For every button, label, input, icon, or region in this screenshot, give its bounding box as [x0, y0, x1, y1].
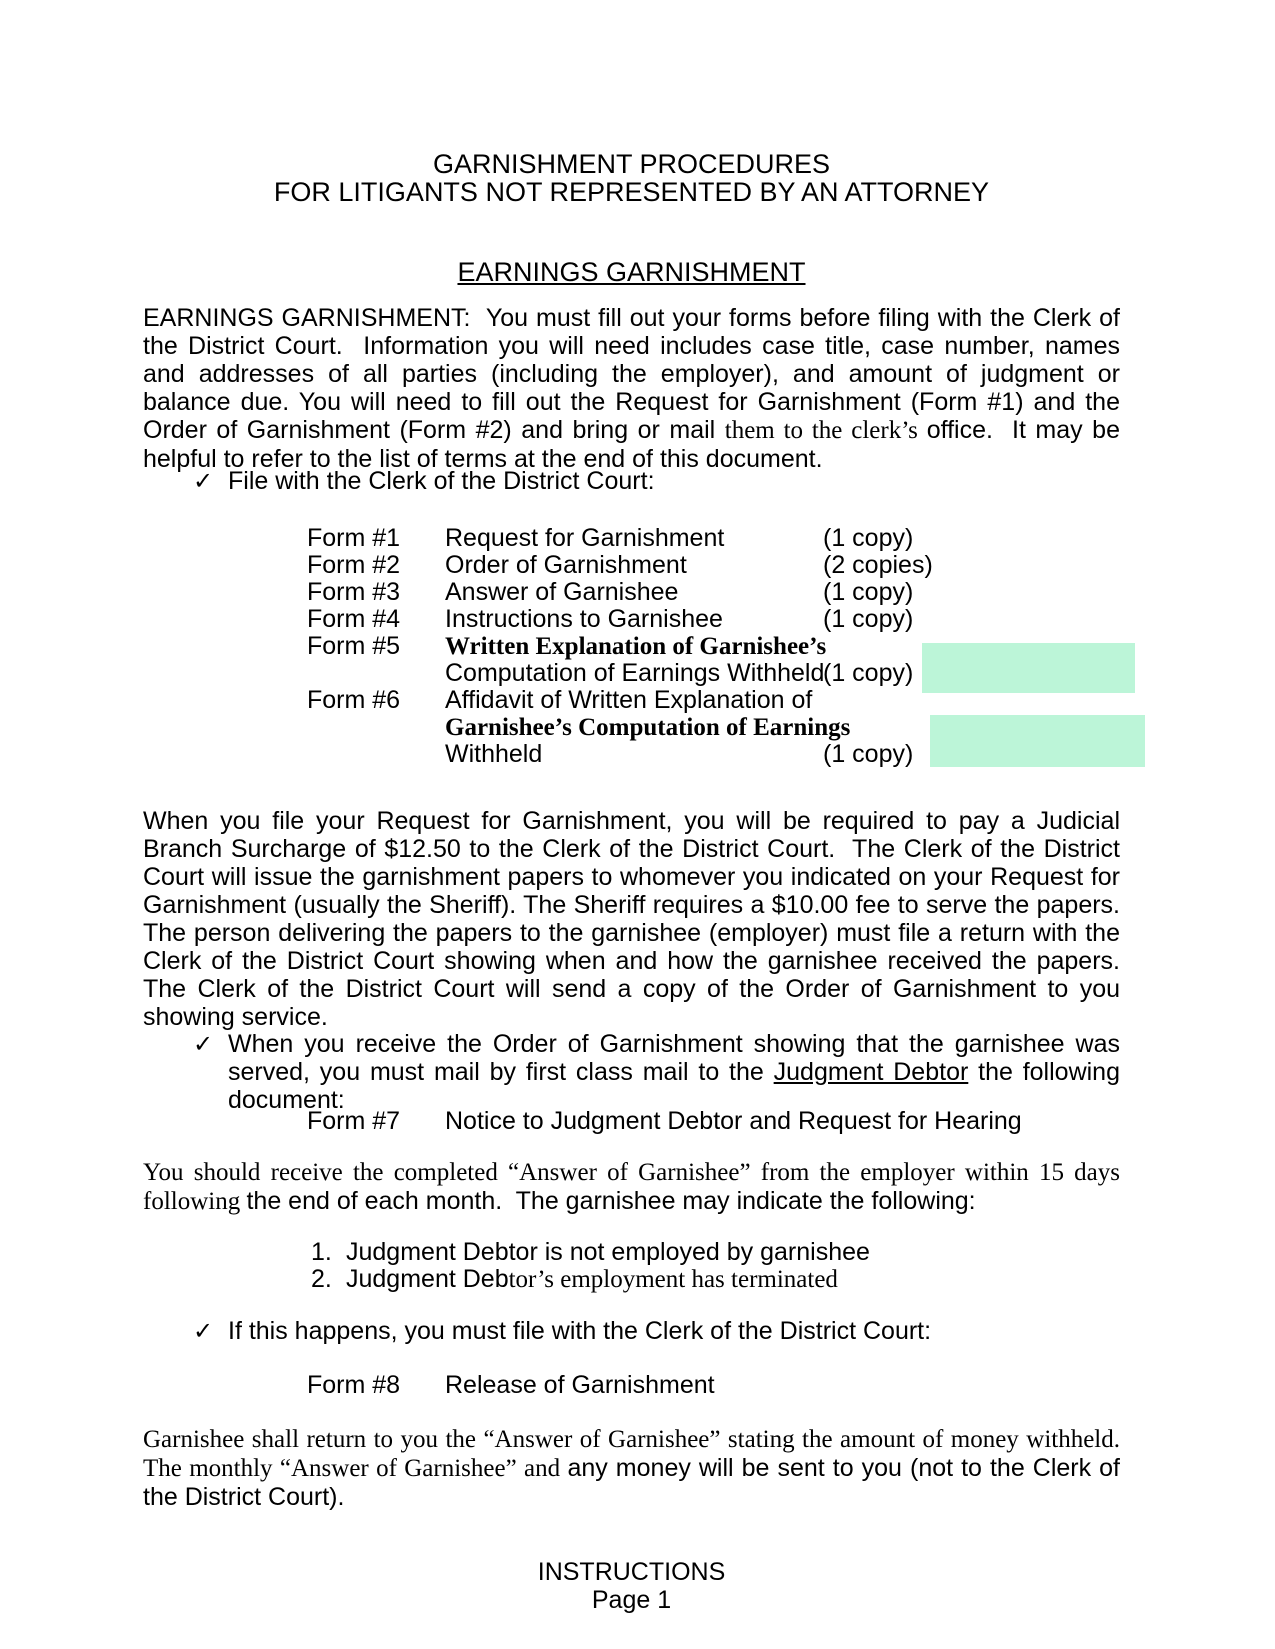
form-number: Form #3 [307, 578, 401, 606]
list-text-serif: tor’s employment has terminated [508, 1266, 838, 1293]
form8-row [307, 1372, 715, 1399]
form-description: Order of Garnishment [445, 551, 687, 579]
section-heading: EARNINGS GARNISHMENT [457, 257, 806, 287]
form-number [307, 714, 445, 741]
list-text-sans: Judgment Debtor is not employed by garnishee [346, 1238, 870, 1266]
form-copies: (1 copy) [823, 605, 914, 633]
release-bullet [143, 1317, 1120, 1345]
file-bullet [143, 467, 1120, 495]
form-description: Garnishee’s Computation of Earnings [445, 714, 851, 741]
list-item [311, 1239, 1120, 1266]
form-description: Withheld [445, 740, 543, 768]
form-description: Computation of Earnings Withheld [445, 659, 825, 687]
form-copies: (1 copy) [823, 659, 914, 687]
checkmark-icon: ✓ [193, 1317, 214, 1345]
form-description: Written Explanation of Garnishee’s [445, 633, 827, 660]
fee-paragraph: When you file your Request for Garnishment, you will be required to pay a Judicial Branch Surcharge of $12.50 to the Clerk of the District Court. The Clerk of the District Court will issue the garnishment papers to whomever you indicated on your Request for Garnishment (usually the Sheriff). The Sheriff requires a $10.00 fee to serve the papers. The person delivering the papers to the garnishee (employer) must file a return with the Clerk of the District Court showing when and how the garnishee received the papers. The Clerk of the District Court will send a copy of the Order of Garnishment to you showing service. [143, 807, 1134, 1031]
answer-serif-segment: You should receive the completed “Answer of Garnishee” from the employer within 15 days following [143, 1159, 1127, 1215]
footer-title: INSTRUCTIONS [537, 1558, 726, 1586]
table-row [307, 606, 983, 633]
list-item [311, 1266, 1120, 1293]
forms-table [307, 525, 983, 768]
document-title [143, 150, 1120, 206]
table-row [307, 552, 983, 579]
form-description: Instructions to Garnishee [445, 605, 723, 633]
indications-list [143, 1239, 1120, 1293]
serve-text-after: the following document: [228, 1058, 1127, 1114]
form-copies [823, 633, 983, 660]
form-description: Release of Garnishment [445, 1371, 715, 1399]
checkmark-icon: ✓ [193, 1030, 214, 1058]
table-row [307, 579, 983, 606]
intro-paragraph [143, 304, 1127, 473]
serve-text-before: When you receive the Order of Garnishment showing that the garnishee was served, you must mail by first class mail to the [228, 1030, 1127, 1086]
closing-paragraph [143, 1425, 1133, 1511]
form-number: Form #4 [307, 605, 401, 633]
serve-bullet [143, 1030, 1127, 1114]
list-number: 2. [311, 1265, 332, 1293]
form-copies: (1 copy) [823, 578, 914, 606]
form-copies [823, 714, 983, 741]
closing-serif-segment: Garnishee shall return to you the “Answer of Garnishee” stating the amount of money withheld. The monthly “Answer of Garnishee” and [143, 1426, 1133, 1482]
form-number: Form #7 [307, 1107, 401, 1135]
list-text [346, 1239, 870, 1266]
table-row [307, 741, 983, 768]
file-bullet-text: File with the Clerk of the District Court: [228, 467, 655, 495]
table-row [307, 660, 983, 687]
form-description: Request for Garnishment [445, 524, 725, 552]
answer-paragraph [143, 1158, 1127, 1216]
form-number: Form #5 [307, 632, 401, 660]
form-copies [823, 687, 983, 714]
list-text-sans: Judgment Deb [346, 1265, 509, 1293]
form-number: Form #8 [307, 1371, 401, 1399]
title-line-2: FOR LITIGANTS NOT REPRESENTED BY AN ATTORNEY [273, 177, 990, 207]
judgment-debtor-underlined: Judgment Debtor [773, 1058, 969, 1086]
form-number [307, 741, 445, 768]
intro-tail: office. It may be helpful to refer to the list of terms at the end of this document. [143, 416, 1127, 473]
form-number: Form #2 [307, 551, 401, 579]
intro-lead: EARNINGS GARNISHMENT: You must fill out your forms before filing with the Clerk of the District Court. Information you will need includes case title, case number, names and addresses of all parties (including the employer), and amount of judgment or balance due. You will need to fill out the Request for Garnishment (Form #1) and the Order of Garnishment (Form #2) and bring or mail [143, 304, 1127, 444]
title-line-1: GARNISHMENT PROCEDURES [432, 149, 831, 179]
checkmark-icon: ✓ [193, 467, 214, 495]
form-copies: (2 copies) [823, 551, 933, 579]
table-row [307, 633, 983, 660]
table-row [307, 687, 983, 714]
table-row [307, 525, 983, 552]
form-number: Form #1 [307, 524, 401, 552]
form7-row [307, 1108, 1022, 1135]
closing-sans-segment: any money will be sent to you (not to the Clerk of the District Court). [143, 1454, 1127, 1511]
form-copies: (1 copy) [823, 740, 914, 768]
intro-serif-segment: them to the clerk’s [724, 417, 927, 444]
serve-bullet-text [228, 1030, 1127, 1114]
footer-page-number: Page 1 [591, 1586, 672, 1614]
table-row [307, 714, 983, 741]
form-number: Form #6 [307, 686, 401, 714]
form-copies: (1 copy) [823, 524, 914, 552]
section-heading-wrap [143, 258, 1120, 288]
list-number: 1. [311, 1238, 332, 1266]
answer-sans-segment: the end of each month. The garnishee may indicate the following: [246, 1187, 976, 1215]
form-description: Affidavit of Written Explanation of [445, 686, 813, 714]
list-text [346, 1266, 838, 1293]
release-bullet-text: If this happens, you must file with the Clerk of the District Court: [228, 1317, 932, 1345]
form-number [307, 660, 445, 687]
form-description: Notice to Judgment Debtor and Request for Hearing [445, 1107, 1022, 1135]
page-footer [143, 1558, 1120, 1614]
form-description: Answer of Garnishee [445, 578, 679, 606]
